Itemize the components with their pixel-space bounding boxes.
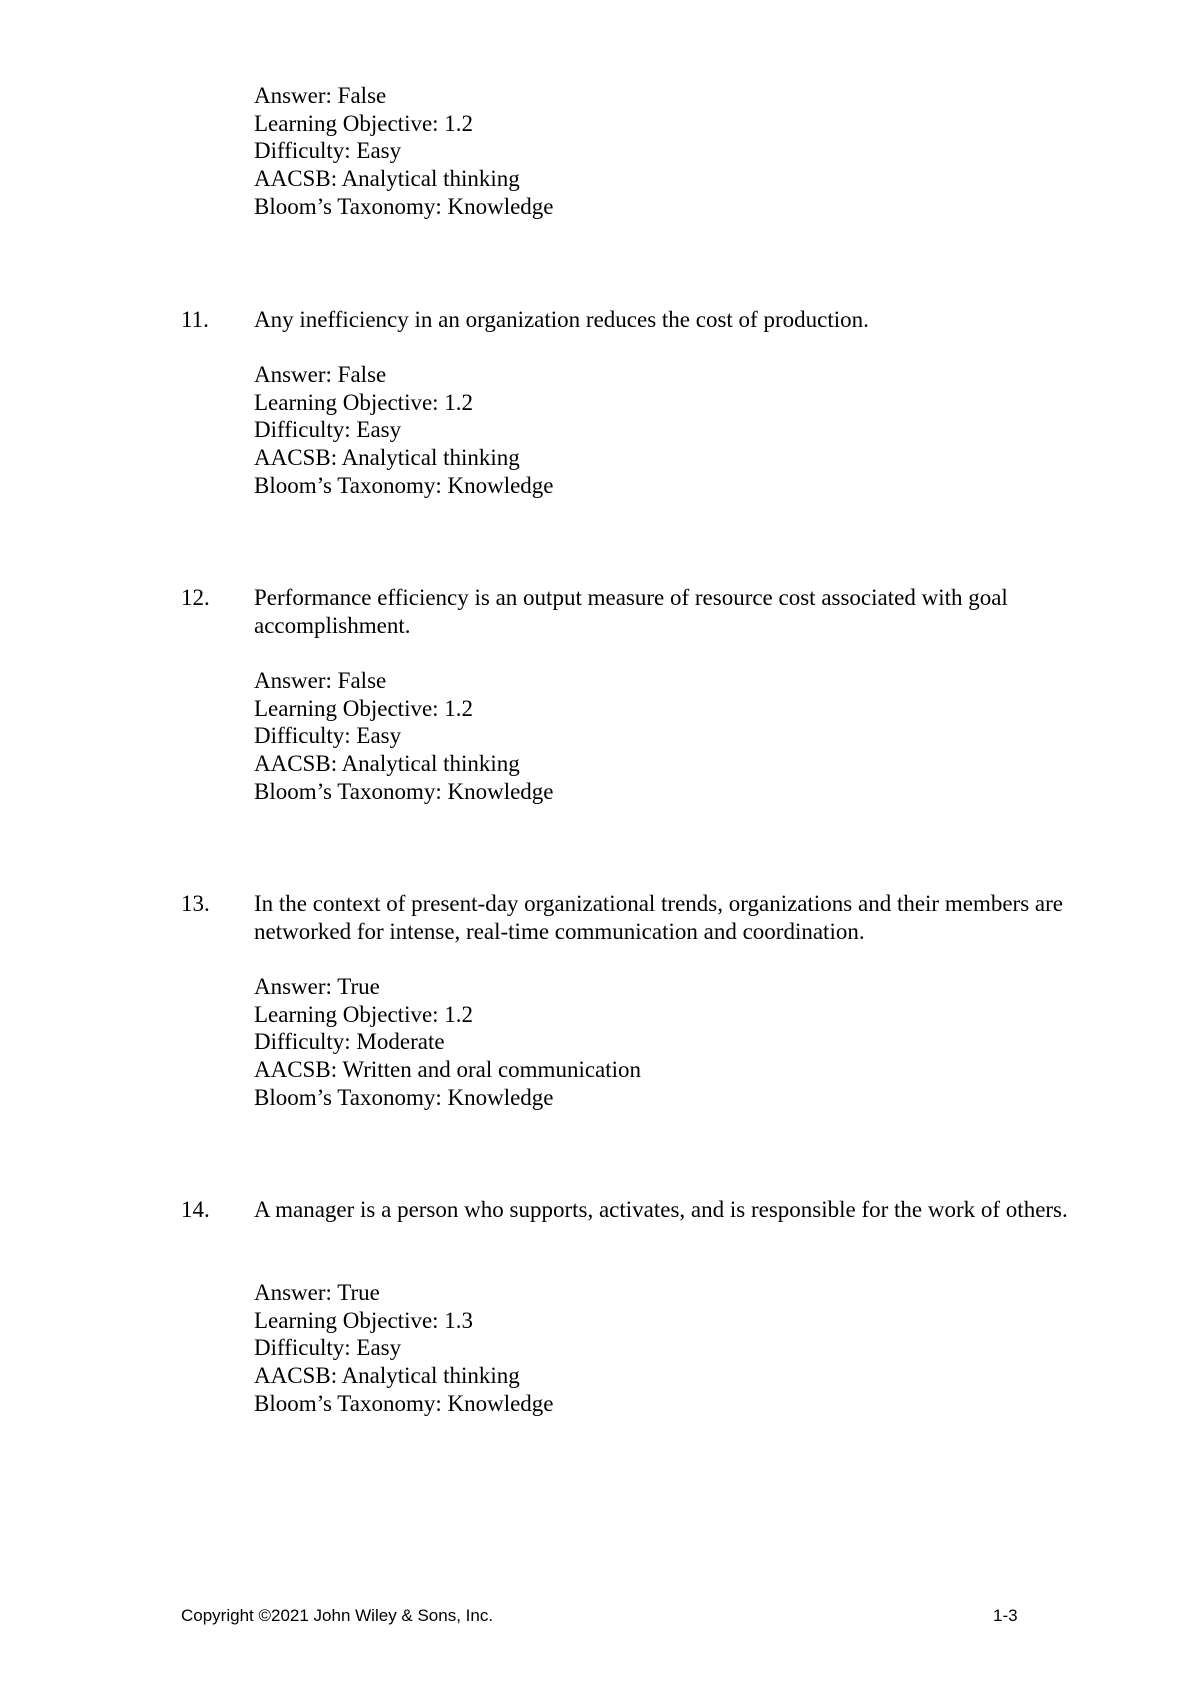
question-number: 13.: [181, 891, 210, 916]
difficulty-line: Difficulty: Easy: [254, 138, 402, 164]
learning-objective-line: Learning Objective: 1.2: [254, 695, 474, 721]
question-number: 11.: [181, 307, 209, 332]
bloom-taxonomy-line: Bloom’s Taxonomy: Knowledge: [254, 472, 554, 498]
bloom-taxonomy-line: Bloom’s Taxonomy: Knowledge: [254, 1084, 554, 1110]
footer-page-number: 1-3: [993, 1606, 1018, 1625]
answer-block-q11: [254, 361, 554, 500]
bloom-taxonomy-line: Bloom’s Taxonomy: Knowledge: [254, 193, 554, 219]
answer-line: Answer: False: [254, 362, 387, 387]
question-text: Any inefficiency in an organization reduces the cost of production.: [254, 307, 869, 332]
question-text: In the context of present-day organizational trends, organizations and their members are networked for intense, real-time communication and coordination.: [254, 891, 1063, 944]
learning-objective-line: Learning Objective: 1.2: [254, 110, 474, 136]
answer-line: Answer: False: [254, 668, 387, 693]
difficulty-line: Difficulty: Easy: [254, 417, 402, 443]
difficulty-line: Difficulty: Easy: [254, 723, 402, 749]
difficulty-line: Difficulty: Easy: [254, 1335, 402, 1361]
bloom-taxonomy-line: Bloom’s Taxonomy: Knowledge: [254, 1390, 554, 1416]
aacsb-line: AACSB: Analytical thinking: [254, 445, 520, 471]
answer-line: Answer: False: [254, 83, 387, 108]
answer-block-q13: [254, 973, 641, 1112]
aacsb-line: AACSB: Analytical thinking: [254, 1363, 520, 1389]
answer-block-q12: [254, 667, 554, 806]
aacsb-line: AACSB: Analytical thinking: [254, 166, 520, 192]
learning-objective-line: Learning Objective: 1.2: [254, 389, 474, 415]
footer-copyright: Copyright ©2021 John Wiley & Sons, Inc.: [181, 1606, 494, 1625]
question-number: 12.: [181, 585, 210, 610]
answer-line: Answer: True: [254, 1280, 380, 1305]
learning-objective-line: Learning Objective: 1.3: [254, 1307, 474, 1333]
answer-block-q14: [254, 1279, 554, 1418]
aacsb-line: AACSB: Written and oral communication: [254, 1057, 642, 1083]
question-number: 14.: [181, 1197, 210, 1222]
learning-objective-line: Learning Objective: 1.2: [254, 1001, 474, 1027]
aacsb-line: AACSB: Analytical thinking: [254, 751, 520, 777]
difficulty-line: Difficulty: Moderate: [254, 1029, 445, 1055]
question-text: A manager is a person who supports, activates, and is responsible for the work of others.: [254, 1197, 1068, 1222]
answer-block-q10: [254, 82, 554, 221]
bloom-taxonomy-line: Bloom’s Taxonomy: Knowledge: [254, 778, 554, 804]
question-text: Performance efficiency is an output measure of resource cost associated with goal accomplishment.: [254, 585, 1008, 638]
answer-line: Answer: True: [254, 974, 380, 999]
